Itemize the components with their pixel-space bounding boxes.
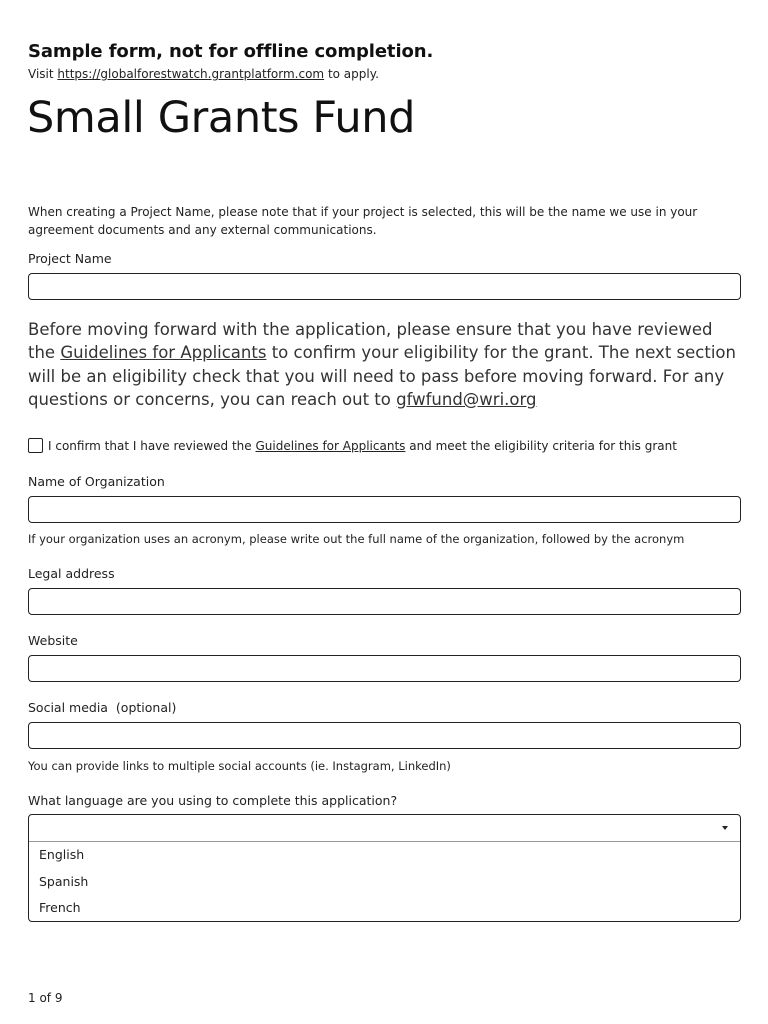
eligibility-confirm-checkbox[interactable] bbox=[28, 438, 43, 453]
legal-address-input[interactable] bbox=[28, 588, 741, 615]
language-option-english[interactable]: English bbox=[39, 847, 85, 862]
confirm-label bbox=[48, 439, 677, 453]
eligibility-paragraph bbox=[28, 318, 740, 411]
project-name-label: Project Name bbox=[28, 251, 112, 266]
page-indicator: 1 of 9 bbox=[28, 991, 63, 1005]
eligibility-text-before: Before moving forward with the application, please ensure that you have reviewed the bbox=[28, 320, 713, 363]
visit-instructions bbox=[28, 67, 379, 81]
visit-suffix: to apply. bbox=[324, 67, 379, 81]
social-media-label: Social media (optional) bbox=[28, 700, 177, 715]
confirm-text-after: and meet the eligibility criteria for this grant bbox=[405, 438, 677, 453]
confirm-text-before: I confirm that I have reviewed the bbox=[48, 438, 256, 453]
language-option-french[interactable]: French bbox=[39, 900, 81, 916]
legal-address-label: Legal address bbox=[28, 566, 115, 581]
organization-label: Name of Organization bbox=[28, 474, 165, 489]
eligibility-confirm-row bbox=[28, 438, 677, 453]
contact-email-link[interactable]: gfwfund@wri.org bbox=[396, 389, 537, 409]
sample-form-notice: Sample form, not for offline completion. bbox=[28, 41, 434, 62]
website-label: Website bbox=[28, 633, 78, 648]
language-select-current[interactable] bbox=[29, 815, 740, 842]
visit-prefix: Visit bbox=[28, 67, 58, 81]
language-select[interactable] bbox=[28, 814, 741, 922]
eligibility-text-middle: to confirm your eligibility for the grant. The next section will be an eligibility check that you will need to pass before moving forward. For any questions or concerns, you can reach out to bbox=[28, 343, 736, 409]
guidelines-link[interactable]: Guidelines for Applicants bbox=[60, 343, 267, 363]
organization-input[interactable] bbox=[28, 496, 741, 523]
language-label: What language are you using to complete this application? bbox=[28, 793, 398, 808]
language-option-spanish[interactable]: Spanish bbox=[39, 873, 89, 889]
project-name-input[interactable] bbox=[28, 273, 741, 300]
social-media-help-text: You can provide links to multiple social accounts (ie. Instagram, LinkedIn) bbox=[28, 759, 451, 773]
grant-platform-link[interactable]: https://globalforestwatch.grantplatform.com bbox=[57, 67, 325, 81]
website-input[interactable] bbox=[28, 655, 741, 682]
project-name-note: When creating a Project Name, please note that if your project is selected, this will be the name we use in your agreement documents and any external communications. bbox=[28, 205, 698, 237]
confirm-guidelines-link[interactable]: Guidelines for Applicants bbox=[255, 438, 406, 453]
caret-down-icon[interactable] bbox=[722, 826, 728, 830]
page-title: Small Grants Fund bbox=[27, 93, 416, 143]
social-media-input[interactable] bbox=[28, 722, 741, 749]
organization-help-text: If your organization uses an acronym, please write out the full name of the organization, followed by the acronym bbox=[28, 532, 685, 546]
